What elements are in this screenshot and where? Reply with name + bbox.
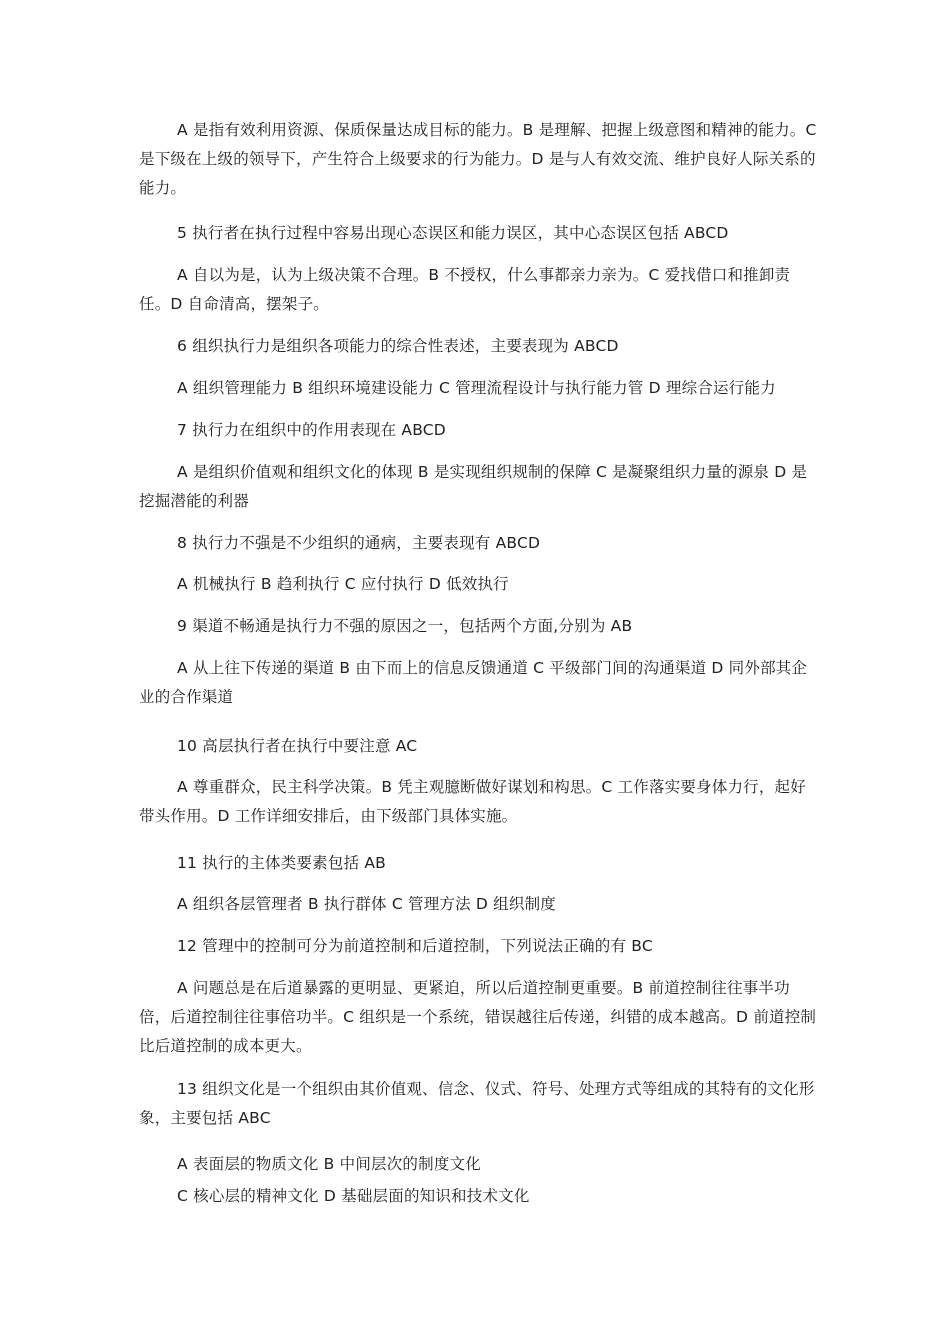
question-7: 7 执行力在组织中的作用表现在 ABCD <box>177 421 446 439</box>
question-9: 9 渠道不畅通是执行力不强的原因之一，包括两个方面,分别为 AB <box>177 617 633 635</box>
question-8: 8 执行力不强是不少组织的通病，主要表现有 ABCD <box>177 534 541 552</box>
question-12-options: A 问题总是在后道暴露的更明显、更紧迫，所以后道控制更重要。B 前道控制往往事半功倍，后道控制往往事倍功半。C 组织是一个系统，错误越往后传递，纠错的成本越高。D 前道控制比后道控制的成本更大。 <box>139 979 817 1055</box>
question-11: 11 执行的主体类要素包括 AB <box>177 854 387 872</box>
question-5-options: A 自以为是，认为上级决策不合理。B 不授权，什么事都亲力亲为。C 爱找借口和推卸责任。D 自命清高，摆架子。 <box>139 266 791 313</box>
question-6: 6 组织执行力是组织各项能力的综合性表述，主要表现为 ABCD <box>177 337 619 355</box>
question-6-options: A 组织管理能力 B 组织环境建设能力 C 管理流程设计与执行能力管 D 理综合运行能力 <box>177 379 776 397</box>
question-11-options: A 组织各层管理者 B 执行群体 C 管理方法 D 组织制度 <box>177 895 556 913</box>
question-13-options-line2: C 核心层的精神文化 D 基础层面的知识和技术文化 <box>177 1187 530 1205</box>
question-8-options: A 机械执行 B 趋利执行 C 应付执行 D 低效执行 <box>177 575 509 593</box>
question-12: 12 管理中的控制可分为前道控制和后道控制，下列说法正确的有 BC <box>177 937 653 955</box>
question-5: 5 执行者在执行过程中容易出现心态误区和能力误区，其中心态误区包括 ABCD <box>177 224 729 242</box>
paragraph-option-definitions: A 是指有效利用资源、保质保量达成目标的能力。B 是理解、把握上级意图和精神的能力。C 是下级在上级的领导下，产生符合上级要求的行为能力。D 是与人有效交流、维护良好人际关系的能力。 <box>139 121 817 197</box>
question-7-options: A 是组织价值观和组织文化的体现 B 是实现组织规制的保障 C 是凝聚组织力量的源泉 D 是挖掘潜能的利器 <box>139 463 808 510</box>
question-13-options-line1: A 表面层的物质文化 B 中间层次的制度文化 <box>177 1155 481 1173</box>
question-9-options: A 从上往下传递的渠道 B 由下而上的信息反馈通道 C 平级部门间的沟通渠道 D 同外部其企业的合作渠道 <box>139 659 808 706</box>
question-10-options: A 尊重群众，民主科学决策。B 凭主观臆断做好谋划和构思。C 工作落实要身体力行，起好带头作用。D 工作详细安排后，由下级部门具体实施。 <box>139 778 806 825</box>
question-10: 10 高层执行者在执行中要注意 AC <box>177 737 418 755</box>
question-13: 13 组织文化是一个组织由其价值观、信念、仪式、符号、处理方式等组成的其特有的文化形象，主要包括 ABC <box>139 1080 815 1127</box>
